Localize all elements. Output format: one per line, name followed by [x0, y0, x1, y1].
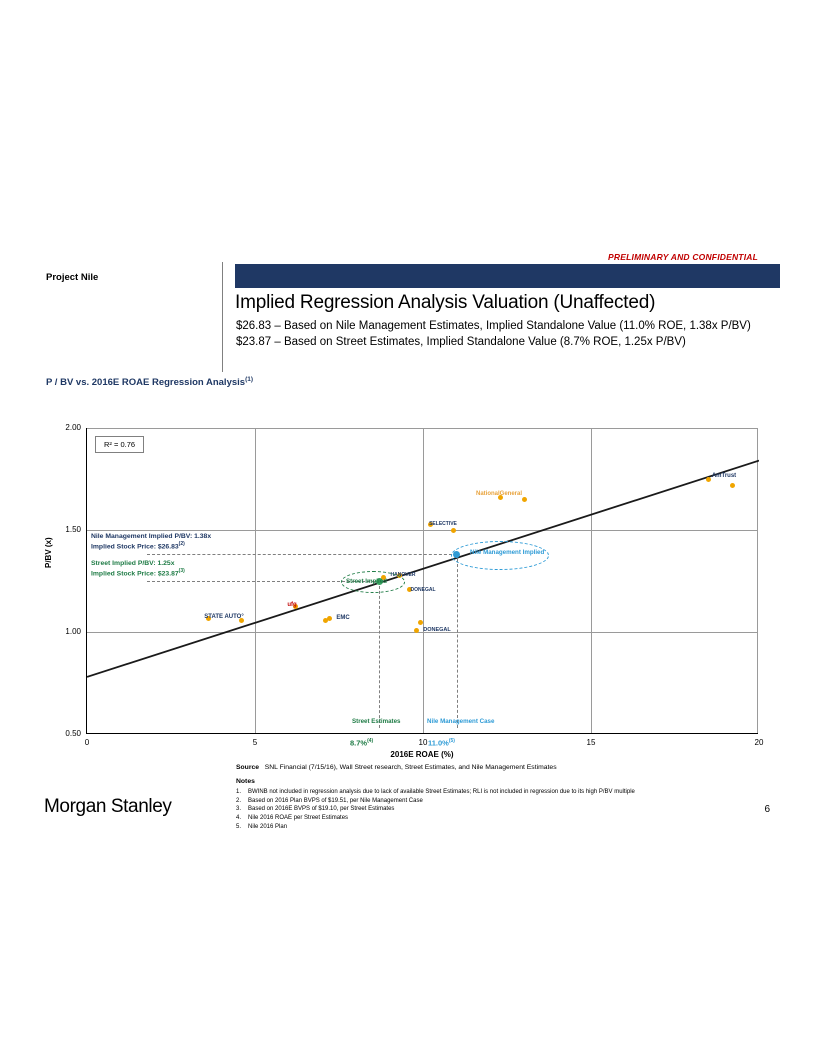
- source-value: SNL Financial (7/15/16), Wall Street research, Street Estimates, and Nile Management Estimates: [264, 764, 557, 771]
- data-point-unlabeled-2: [323, 618, 328, 623]
- nile-x-value-superscript: (5): [448, 738, 455, 744]
- nile-case-label: Nile Management Case: [427, 718, 495, 725]
- nile-callout-line-2: [91, 541, 211, 551]
- nile-callout-line-1: Nile Management Implied P/BV: 1.38x: [91, 533, 212, 540]
- data-point-unlabeled-6: [522, 497, 527, 502]
- source-line: [236, 764, 557, 771]
- page-title: Implied Regression Analysis Valuation (Unaffected): [235, 292, 656, 313]
- logo-text-amtrust: AmTrust: [711, 473, 737, 479]
- logo-text-hanover: HANOVER: [390, 572, 416, 578]
- nile-x-value: [428, 738, 455, 748]
- preliminary-confidential-label: PRELIMINARY AND CONFIDENTIAL: [608, 252, 758, 262]
- nile-callout: [91, 532, 211, 552]
- project-tag: Project Nile: [46, 272, 99, 283]
- street-callout-superscript: (3): [178, 568, 185, 575]
- logo-label-amtrust: [712, 473, 736, 479]
- data-point-amtrust: [706, 477, 711, 482]
- street-vertical-guide: [379, 581, 380, 728]
- logo-text-state-auto: STATE AUTO°: [204, 614, 244, 620]
- street-x-value-text: 8.7%: [350, 738, 368, 748]
- page-number: 6: [764, 804, 770, 815]
- logo-label-emc: [336, 615, 349, 621]
- logo-label-national-general: [476, 491, 522, 497]
- notes-list: [236, 788, 635, 831]
- note-text: Nile 2016 Plan: [248, 823, 288, 830]
- section-title-text: P / BV vs. 2016E ROAE Regression Analysis: [46, 377, 246, 389]
- note-text: BWINB not included in regression analysis due to lack of available Street Estimates; RLI is not included in regression due to its high P/BV multiple: [248, 789, 635, 795]
- nile-callout-superscript: (2): [178, 541, 185, 548]
- logo-label-old-republic: [411, 587, 436, 593]
- street-callout: [91, 559, 185, 579]
- street-callout-line-1: Street Implied P/BV: 1.25x: [91, 560, 175, 567]
- logo-label-state-auto: [204, 614, 244, 620]
- logo-text-selective: SELECTIVE: [429, 521, 457, 527]
- y-tick-0.50: 0.50: [65, 729, 81, 738]
- nile-horizontal-guide: [147, 554, 457, 555]
- logo-text-ufg: ufg: [287, 602, 297, 608]
- logo-text-national-general: NationalGeneral: [475, 491, 523, 497]
- logo-label-ufg: [287, 602, 296, 608]
- section-title-superscript: (1): [245, 376, 254, 383]
- section-title: [46, 376, 253, 388]
- logo-text-donegal: DONEGAL: [423, 627, 451, 633]
- street-x-value: [350, 738, 373, 748]
- logo-text-old-republic: DONEGAL: [410, 587, 436, 593]
- street-callout-price: Implied Stock Price: $23.87: [91, 570, 179, 578]
- note-item: 2. Based on 2016 Plan BVPS of $19.51, per Nile Management Case: [236, 797, 423, 804]
- note-item: 1. BWINB not included in regression analysis due to lack of available Street Estimates; RLI is not included in regression due to its high P/BV multiple: [236, 789, 635, 795]
- note-item: 3. Based on 2016E BVPS of $19.10, per Street Estimates: [236, 806, 395, 813]
- note-item: 4. Nile 2016 ROAE per Street Estimates: [236, 815, 349, 822]
- title-bar: [235, 264, 780, 288]
- x-tick-5: 5: [252, 738, 258, 747]
- subtitle-line-2: $23.87 – Based on Street Estimates, Implied Standalone Value (8.7% ROE, 1.25x P/BV): [236, 336, 686, 348]
- x-tick-10: 10: [418, 738, 428, 747]
- brand-logo: Morgan Stanley: [44, 796, 172, 817]
- data-point-unlabeled-5: [451, 528, 456, 533]
- notes-label: Notes: [236, 778, 255, 785]
- y-tick-1.00: 1.00: [65, 627, 81, 636]
- street-x-value-superscript: (4): [367, 738, 374, 744]
- nile-vertical-guide: [457, 554, 458, 728]
- x-tick-0: 0: [84, 738, 90, 747]
- nile-callout-price: Implied Stock Price: $26.83: [91, 543, 179, 551]
- data-point-unlabeled-7: [730, 483, 735, 488]
- street-implied-inline-label: Street Implied: [346, 578, 387, 585]
- nile-implied-inline-label: Nile Management Implied: [470, 549, 545, 556]
- header-divider: [222, 262, 223, 372]
- note-text: Based on 2016 Plan BVPS of $19.51, per Nile Management Case: [248, 797, 423, 804]
- street-callout-line-2: [91, 568, 185, 578]
- note-item: 5. Nile 2016 Plan: [236, 823, 288, 830]
- source-label: Source: [236, 764, 260, 771]
- logo-label-selective: [429, 521, 457, 527]
- r-squared-box: R² = 0.76: [95, 436, 144, 453]
- x-tick-15: 15: [586, 738, 596, 747]
- note-text: Based on 2016E BVPS of $19.10, per Street Estimates: [248, 806, 395, 813]
- street-case-label: Street Estimates: [352, 718, 401, 725]
- x-tick-20: 20: [754, 738, 764, 747]
- subtitle-line-1: $26.83 – Based on Nile Management Estimates, Implied Standalone Value (11.0% ROE, 1.38x P/BV): [236, 320, 751, 332]
- data-point-unlabeled-4: [418, 620, 423, 625]
- nile-x-value-text: 11.0%: [428, 738, 449, 748]
- y-tick-1.50: 1.50: [65, 525, 81, 534]
- x-axis-label: 2016E ROAE (%): [390, 750, 454, 759]
- note-text: Nile 2016 ROAE per Street Estimates: [248, 815, 349, 822]
- logo-label-donegal: [423, 627, 451, 633]
- y-tick-2.00: 2.00: [65, 423, 81, 432]
- y-axis-label: P/BV (x): [44, 537, 53, 568]
- data-point-donegal: [414, 628, 419, 633]
- logo-text-emc: EMC: [336, 615, 350, 621]
